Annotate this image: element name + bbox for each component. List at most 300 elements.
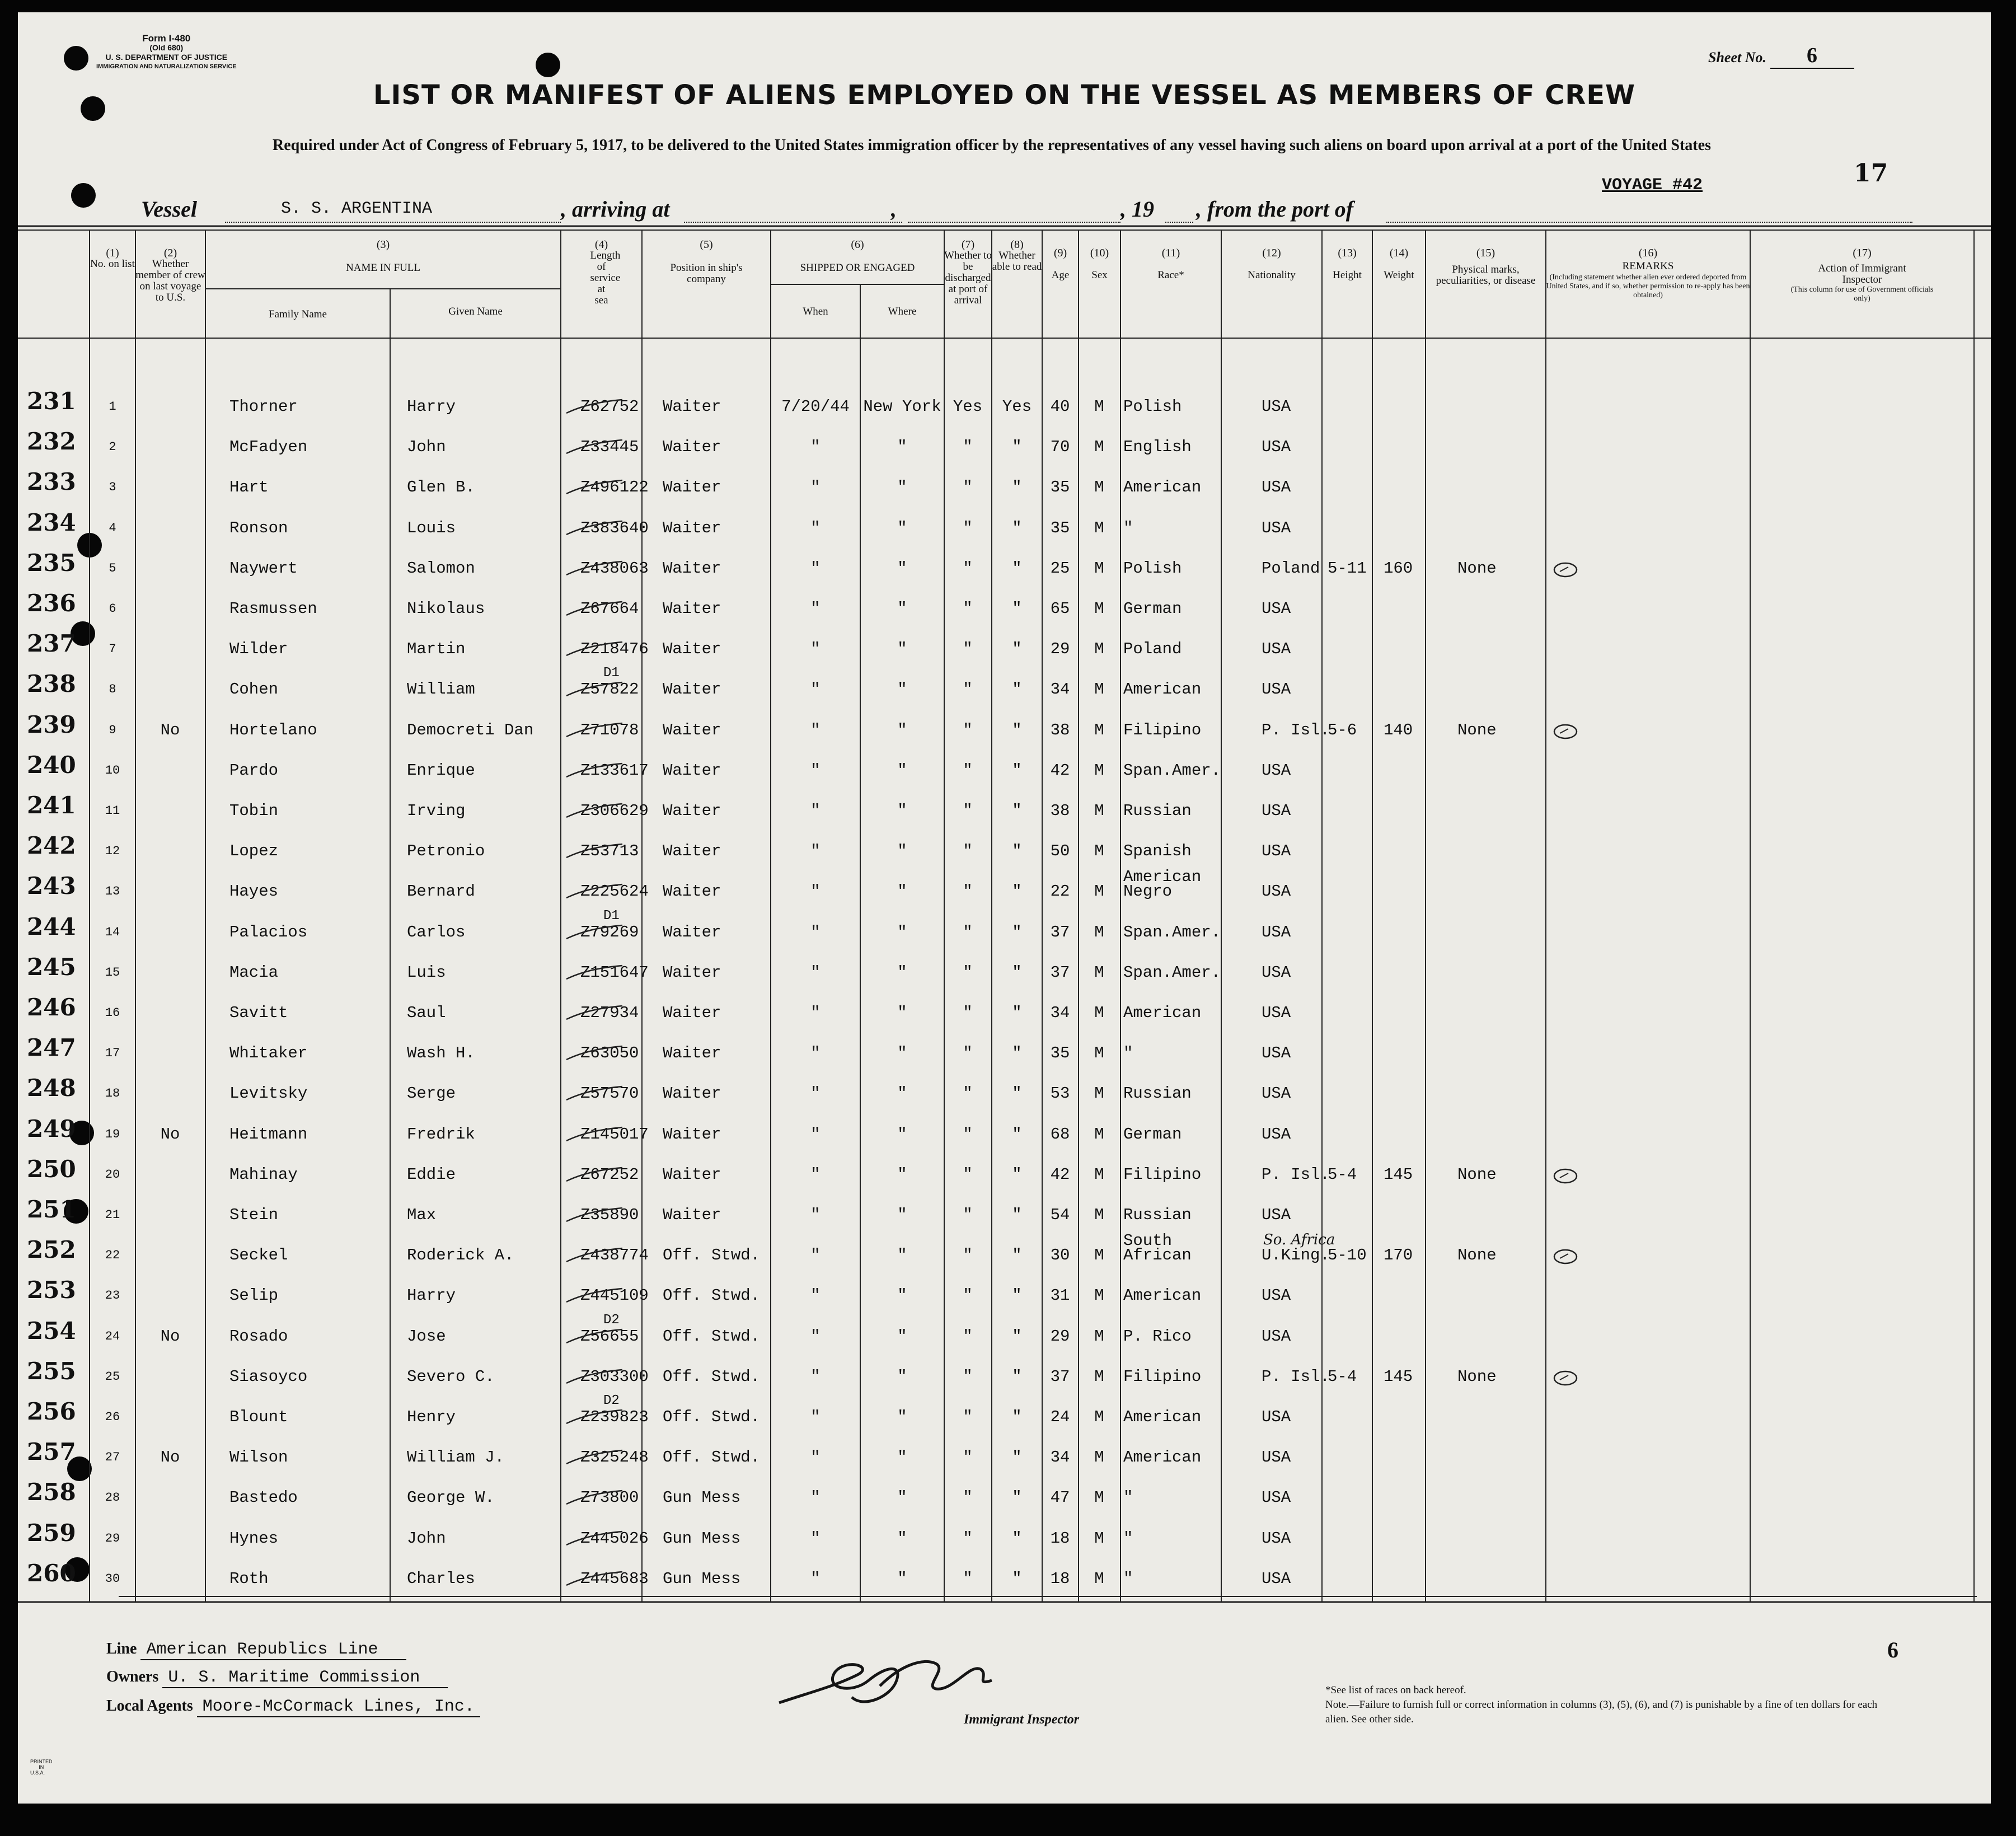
col-header-last-voyage: (2) Whether member of crew on last voyage to U.S. xyxy=(135,247,205,303)
given-name-cell: Nikolaus xyxy=(407,599,485,618)
family-name-cell: Wilder xyxy=(229,640,288,659)
race-cell: American xyxy=(1123,1004,1202,1022)
age-cell: 29 xyxy=(1050,1327,1070,1346)
service-cell: Z145017 xyxy=(580,1125,649,1144)
shipped-when-cell: " xyxy=(810,1004,821,1022)
read-cell: " xyxy=(1012,963,1022,982)
races-note: *See list of races on back hereof. xyxy=(1325,1684,1466,1696)
sequence-number: 241 xyxy=(27,791,76,819)
shipped-where-cell: " xyxy=(897,1488,907,1507)
age-cell: 34 xyxy=(1050,1448,1070,1467)
nationality-cell: USA xyxy=(1262,842,1291,861)
read-cell: " xyxy=(1012,1165,1022,1184)
position-cell: Gun Mess xyxy=(663,1529,741,1548)
col-header-age: (9) Age xyxy=(1051,247,1070,281)
position-cell: Waiter xyxy=(663,1044,721,1063)
family-name-cell: Thorner xyxy=(229,397,298,416)
shipped-where-cell: " xyxy=(897,1408,907,1426)
race-cell: Russian xyxy=(1123,1206,1192,1224)
old-form-number: (Old 680) xyxy=(149,43,184,52)
col-header-discharged: (7) Whether to be discharged at port of arrival xyxy=(944,238,992,306)
position-cell: Gun Mess xyxy=(663,1569,741,1588)
age-cell: 42 xyxy=(1050,761,1070,780)
line-number: 8 xyxy=(109,682,116,697)
line-value: American Republics Line xyxy=(140,1640,406,1660)
discharged-cell: " xyxy=(963,842,973,861)
age-cell: 37 xyxy=(1050,1367,1070,1386)
inspector-label: Immigrant Inspector xyxy=(964,1712,1080,1727)
nationality-cell: P. Isl. xyxy=(1262,1165,1330,1184)
read-cell: " xyxy=(1012,599,1022,618)
line-number: 22 xyxy=(105,1248,120,1263)
shipped-where-cell: " xyxy=(897,1165,907,1184)
nationality-cell: USA xyxy=(1262,1125,1291,1144)
service-cell: Z325248 xyxy=(580,1448,649,1467)
shipped-where-cell: " xyxy=(897,761,907,780)
race-cell: " xyxy=(1123,1529,1133,1548)
check-mark-icon xyxy=(564,435,625,458)
sequence-number: 233 xyxy=(27,468,76,496)
service-cell: Z438774 xyxy=(580,1246,649,1265)
sequence-number: 236 xyxy=(27,589,76,617)
read-cell: " xyxy=(1012,882,1022,901)
last-voyage-cell: No xyxy=(160,1448,180,1467)
shipped-where-cell: " xyxy=(897,802,907,820)
nationality-cell: USA xyxy=(1262,518,1291,537)
shipped-when-cell: " xyxy=(810,518,821,537)
position-cell: Waiter xyxy=(663,963,721,982)
position-cell: Waiter xyxy=(663,842,721,861)
shipped-when-cell: " xyxy=(810,1327,821,1346)
check-mark-icon xyxy=(564,1446,625,1468)
nationality-cell: USA xyxy=(1262,640,1291,659)
given-name-cell: Jose xyxy=(407,1327,446,1346)
line-number: 7 xyxy=(109,642,116,657)
sex-cell: M xyxy=(1094,1448,1104,1467)
race-cell: Span.Amer. xyxy=(1123,922,1221,942)
family-name-cell: Hayes xyxy=(229,882,279,901)
age-cell: 18 xyxy=(1050,1529,1070,1548)
service-annotation: D1 xyxy=(603,666,620,681)
position-cell: Off. Stwd. xyxy=(663,1327,761,1346)
marks-cell: None xyxy=(1457,720,1497,739)
read-cell: " xyxy=(1012,1286,1022,1305)
shipped-where-cell: " xyxy=(897,842,907,861)
age-cell: 35 xyxy=(1050,518,1070,537)
given-name-cell: Wash H. xyxy=(407,1044,475,1063)
line-number: 1 xyxy=(109,400,116,414)
service-cell: Z62752 xyxy=(580,397,639,416)
discharged-cell: " xyxy=(963,559,973,578)
given-name-cell: Eddie xyxy=(407,1165,456,1184)
page-title: LIST OR MANIFEST OF ALIENS EMPLOYED ON THE VESSEL AS MEMBERS OF CREW xyxy=(373,79,1636,111)
service-cell: Z438063 xyxy=(580,559,649,578)
nationality-cell: USA xyxy=(1262,761,1291,780)
shipped-when-cell: " xyxy=(810,640,821,659)
page-number: 6 xyxy=(1887,1637,1898,1662)
shipped-where-cell: " xyxy=(897,438,907,457)
given-name-cell: Enrique xyxy=(407,761,475,780)
service-cell: Z496122 xyxy=(580,478,649,497)
shipped-when-cell: " xyxy=(810,1529,821,1548)
sequence-number: 231 xyxy=(27,387,76,415)
shipped-when-cell: " xyxy=(810,438,821,457)
race-cell: American xyxy=(1123,1448,1202,1467)
service-cell: Z57570 xyxy=(580,1084,639,1103)
given-name-cell: Harry xyxy=(407,1286,456,1305)
check-mark-icon xyxy=(564,1527,625,1549)
marks-cell: None xyxy=(1457,1367,1497,1386)
nationality-cell: USA xyxy=(1262,1569,1291,1588)
service-cell: Z225624 xyxy=(580,882,649,901)
sex-cell: M xyxy=(1094,761,1104,780)
read-cell: " xyxy=(1012,640,1022,659)
family-name-cell: Mahinay xyxy=(229,1165,298,1184)
race-cell: Span.Amer. xyxy=(1123,761,1221,780)
from-port-label: , from the port of xyxy=(1196,196,1354,222)
read-cell: " xyxy=(1012,438,1022,457)
given-name-cell: Charles xyxy=(407,1569,475,1588)
given-name-cell: George W. xyxy=(407,1488,495,1507)
sex-cell: M xyxy=(1094,1125,1104,1144)
check-mark-icon xyxy=(564,719,625,741)
shipped-when-cell: " xyxy=(810,1488,821,1507)
shipped-where-cell: " xyxy=(897,1084,907,1103)
race-cell: American xyxy=(1123,1408,1202,1426)
service-cell: Z56655 xyxy=(580,1327,639,1346)
height-cell: 5-10 xyxy=(1328,1246,1367,1265)
check-mark-icon xyxy=(564,840,625,862)
given-name-cell: Severo C. xyxy=(407,1367,495,1386)
race-cell: P. Rico xyxy=(1123,1327,1192,1346)
sequence-number: 244 xyxy=(27,912,76,940)
age-cell: 42 xyxy=(1050,1165,1070,1184)
discharged-cell: " xyxy=(963,963,973,982)
check-mark-icon xyxy=(564,395,625,418)
sex-cell: M xyxy=(1094,438,1104,457)
check-mark-icon xyxy=(564,1244,625,1266)
agents-label: Local Agents xyxy=(106,1697,193,1715)
col-header-nationality: (12) Nationality xyxy=(1248,247,1296,281)
position-cell: Waiter xyxy=(663,478,721,497)
check-mark-icon xyxy=(564,759,625,781)
age-cell: 70 xyxy=(1050,438,1070,457)
discharged-cell: " xyxy=(963,761,973,780)
nationality-cell: USA xyxy=(1262,963,1291,982)
discharged-cell: " xyxy=(963,1125,973,1144)
age-cell: 37 xyxy=(1050,922,1070,942)
position-cell: Waiter xyxy=(663,802,721,820)
check-mark-icon xyxy=(564,557,625,579)
agents-value: Moore-McCormack Lines, Inc. xyxy=(197,1697,480,1717)
given-name-cell: Louis xyxy=(407,518,456,537)
family-name-cell: Heitmann xyxy=(229,1125,308,1144)
line-number: 5 xyxy=(109,561,116,575)
line-number: 28 xyxy=(105,1491,120,1505)
family-name-cell: Naywert xyxy=(229,559,298,578)
service-cell: Z67664 xyxy=(580,599,639,618)
shipped-when-cell: " xyxy=(810,842,821,861)
race-cell: Russian xyxy=(1123,802,1192,820)
shipped-where-cell: " xyxy=(897,720,907,739)
shipped-when-cell: " xyxy=(810,720,821,739)
shipped-where-cell: " xyxy=(897,680,907,699)
height-cell: 5-4 xyxy=(1328,1165,1357,1184)
shipped-where-cell: " xyxy=(897,882,907,901)
line-number: 23 xyxy=(105,1289,120,1303)
given-name-cell: William xyxy=(407,680,475,699)
family-name-cell: Hortelano xyxy=(229,720,317,739)
race-cell: Filipino xyxy=(1123,1367,1202,1386)
line-number: 9 xyxy=(109,723,116,737)
shipped-when-cell: " xyxy=(810,1125,821,1144)
discharged-cell: " xyxy=(963,1004,973,1022)
position-cell: Waiter xyxy=(663,1165,721,1184)
service-cell: Z445683 xyxy=(580,1569,649,1588)
shipped-when-cell: " xyxy=(810,922,821,942)
last-voyage-cell: No xyxy=(160,720,180,739)
col-header-family-name: Family Name xyxy=(269,308,327,320)
service-cell: Z218476 xyxy=(580,640,649,659)
race-cell: American Negro xyxy=(1123,868,1202,901)
service-cell: Z33445 xyxy=(580,438,639,457)
read-cell: " xyxy=(1012,478,1022,497)
position-cell: Waiter xyxy=(663,640,721,659)
sequence-number: 237 xyxy=(27,630,76,658)
read-cell: " xyxy=(1012,1408,1022,1426)
line-number: 15 xyxy=(105,965,120,980)
line-number: 24 xyxy=(105,1329,120,1343)
shipped-where-cell: " xyxy=(897,1004,907,1022)
read-cell: " xyxy=(1012,559,1022,578)
line-number: 6 xyxy=(109,602,116,616)
shipped-when-cell: " xyxy=(810,1408,821,1426)
race-cell: American xyxy=(1123,1286,1202,1305)
shipped-when-cell: " xyxy=(810,963,821,982)
given-name-cell: Petronio xyxy=(407,842,485,861)
col-header-service: (4) Length of service at sea xyxy=(590,238,621,306)
race-cell: Polish xyxy=(1123,397,1182,416)
discharged-cell: " xyxy=(963,1286,973,1305)
shipped-where-cell: " xyxy=(897,1569,907,1588)
nationality-cell: USA xyxy=(1262,922,1291,942)
last-voyage-cell: No xyxy=(160,1125,180,1144)
sex-cell: M xyxy=(1094,1367,1104,1386)
weight-cell: 160 xyxy=(1384,559,1413,578)
discharged-cell: " xyxy=(963,1529,973,1548)
line-number: 30 xyxy=(105,1571,120,1586)
weight-cell: 170 xyxy=(1384,1246,1413,1265)
family-name-cell: Pardo xyxy=(229,761,279,780)
service-cell: Z445109 xyxy=(580,1286,649,1305)
read-cell: " xyxy=(1012,842,1022,861)
service-cell: Z79269 xyxy=(580,922,639,942)
shipped-when-cell: " xyxy=(810,1569,821,1588)
sequence-number: 245 xyxy=(27,953,76,981)
line-number: 27 xyxy=(105,1450,120,1465)
nationality-cell: USA xyxy=(1262,1488,1291,1507)
line-number: 4 xyxy=(109,521,116,535)
check-mark-icon xyxy=(564,1284,625,1306)
given-name-cell: Fredrik xyxy=(407,1125,475,1144)
family-name-cell: Stein xyxy=(229,1206,279,1224)
family-name-cell: Rosado xyxy=(229,1327,288,1346)
race-cell: German xyxy=(1123,599,1182,618)
shipped-when-cell: " xyxy=(810,802,821,820)
discharged-cell: " xyxy=(963,802,973,820)
line-number: 12 xyxy=(105,844,120,859)
given-name-cell: Martin xyxy=(407,640,466,659)
nationality-cell: USA xyxy=(1262,1448,1291,1467)
shipped-where-cell: " xyxy=(897,1125,907,1144)
height-cell: 5-4 xyxy=(1328,1367,1357,1386)
check-mark-icon xyxy=(564,678,625,700)
check-mark-icon xyxy=(564,799,625,822)
read-cell: " xyxy=(1012,518,1022,537)
owners-label: Owners xyxy=(106,1668,159,1685)
service-cell: Z35890 xyxy=(580,1206,639,1224)
race-cell: South African xyxy=(1123,1231,1192,1265)
age-cell: 38 xyxy=(1050,720,1070,739)
col-header-race: (11) Race* xyxy=(1157,247,1184,281)
service-cell: Z445026 xyxy=(580,1529,649,1548)
shipped-when-cell: " xyxy=(810,1165,821,1184)
service-annotation: D2 xyxy=(603,1312,620,1328)
sex-cell: M xyxy=(1094,680,1104,699)
given-name-cell: William J. xyxy=(407,1448,505,1467)
shipped-where-cell: " xyxy=(897,1206,907,1224)
discharged-cell: " xyxy=(963,1448,973,1467)
department-name: U. S. DEPARTMENT OF JUSTICE xyxy=(105,53,228,62)
line-number: 10 xyxy=(105,763,120,778)
col-header-read: (8) Whether able to read xyxy=(992,238,1042,273)
footer-agents xyxy=(106,1697,480,1716)
read-cell: " xyxy=(1012,761,1022,780)
read-cell: " xyxy=(1012,802,1022,820)
race-cell: " xyxy=(1123,1488,1133,1507)
given-name-cell: Saul xyxy=(407,1004,446,1022)
col-header-position: (5) Position in ship's company xyxy=(670,238,743,285)
voyage-number: VOYAGE #42 xyxy=(1602,176,1703,195)
check-mark-icon xyxy=(564,517,625,539)
given-name-cell: Roderick A. xyxy=(407,1246,514,1265)
position-cell: Off. Stwd. xyxy=(663,1286,761,1305)
sex-cell: M xyxy=(1094,1327,1104,1346)
family-name-cell: Roth xyxy=(229,1569,269,1588)
shipped-when-cell: " xyxy=(810,1286,821,1305)
col-header-sex: (10) Sex xyxy=(1090,247,1109,281)
service-name: IMMIGRATION AND NATURALIZATION SERVICE xyxy=(96,63,237,70)
discharged-cell: " xyxy=(963,640,973,659)
age-cell: 34 xyxy=(1050,1004,1070,1022)
read-cell: " xyxy=(1012,1206,1022,1224)
shipped-when-cell: " xyxy=(810,559,821,578)
sex-cell: M xyxy=(1094,1206,1104,1224)
read-cell: " xyxy=(1012,1327,1022,1346)
vessel-label: Vessel xyxy=(141,196,197,222)
nationality-cell: U.King. xyxy=(1262,1246,1330,1265)
sequence-number: 260 xyxy=(27,1559,76,1587)
sex-cell: M xyxy=(1094,1569,1104,1588)
discharged-cell: " xyxy=(963,1488,973,1507)
discharged-cell: " xyxy=(963,1367,973,1386)
age-cell: 22 xyxy=(1050,882,1070,901)
age-cell: 47 xyxy=(1050,1488,1070,1507)
given-name-cell: John xyxy=(407,438,446,457)
read-cell: " xyxy=(1012,1569,1022,1588)
marks-cell: None xyxy=(1457,1246,1497,1265)
service-cell: Z67252 xyxy=(580,1165,639,1184)
sex-cell: M xyxy=(1094,559,1104,578)
race-cell: " xyxy=(1123,518,1133,537)
check-mark-icon xyxy=(564,597,625,620)
sequence-number: 232 xyxy=(27,428,76,456)
footer-line xyxy=(106,1640,406,1659)
height-cell: 5-6 xyxy=(1328,720,1357,739)
discharged-cell: " xyxy=(963,882,973,901)
race-cell: Filipino xyxy=(1123,1165,1202,1184)
shipped-where-cell: " xyxy=(897,559,907,578)
position-cell: Waiter xyxy=(663,1125,721,1144)
sex-cell: M xyxy=(1094,1165,1104,1184)
given-name-cell: Democreti Dan xyxy=(407,720,534,739)
sex-cell: M xyxy=(1094,1084,1104,1103)
discharged-cell: " xyxy=(963,438,973,457)
age-cell: 54 xyxy=(1050,1206,1070,1224)
sequence-number: 235 xyxy=(27,549,76,577)
read-cell: " xyxy=(1012,1084,1022,1103)
position-cell: Waiter xyxy=(663,397,721,416)
discharged-cell: " xyxy=(963,1044,973,1063)
family-name-cell: Hart xyxy=(229,478,269,497)
shipped-when-cell: " xyxy=(810,761,821,780)
discharged-cell: " xyxy=(963,599,973,618)
sex-cell: M xyxy=(1094,599,1104,618)
read-cell: " xyxy=(1012,1246,1022,1265)
footer-owners xyxy=(106,1668,448,1687)
shipped-where-cell: " xyxy=(897,1044,907,1063)
race-cell: Polish xyxy=(1123,559,1182,578)
sex-cell: M xyxy=(1094,1529,1104,1548)
sheet-label: Sheet No. xyxy=(1708,49,1766,65)
line-number: 14 xyxy=(105,925,120,939)
shipped-when-cell: " xyxy=(810,1246,821,1265)
read-cell: " xyxy=(1012,1529,1022,1548)
line-number: 26 xyxy=(105,1410,120,1424)
position-cell: Waiter xyxy=(663,1004,721,1022)
sequence-number: 242 xyxy=(27,832,76,860)
check-mark-icon xyxy=(564,638,625,660)
shipped-when-cell: 7/20/44 xyxy=(781,397,850,416)
shipped-when-cell: " xyxy=(810,1206,821,1224)
sequence-number: 246 xyxy=(27,994,76,1021)
height-cell: 5-11 xyxy=(1328,559,1367,578)
shipped-where-cell: New York xyxy=(863,397,941,416)
given-name-cell: Glen B. xyxy=(407,478,475,497)
sequence-number: 253 xyxy=(27,1276,76,1304)
shipped-when-cell: " xyxy=(810,680,821,699)
nationality-cell: P. Isl. xyxy=(1262,1367,1330,1386)
check-mark-icon xyxy=(564,1203,625,1226)
service-cell: Z151647 xyxy=(580,963,649,982)
family-name-cell: Whitaker xyxy=(229,1044,308,1063)
family-name-cell: Levitsky xyxy=(229,1084,308,1103)
sequence-number: 240 xyxy=(27,751,76,779)
sequence-number: 257 xyxy=(27,1438,76,1466)
age-cell: 18 xyxy=(1050,1569,1070,1588)
owners-value: U. S. Maritime Commission xyxy=(162,1668,448,1688)
check-mark-icon xyxy=(564,1001,625,1024)
